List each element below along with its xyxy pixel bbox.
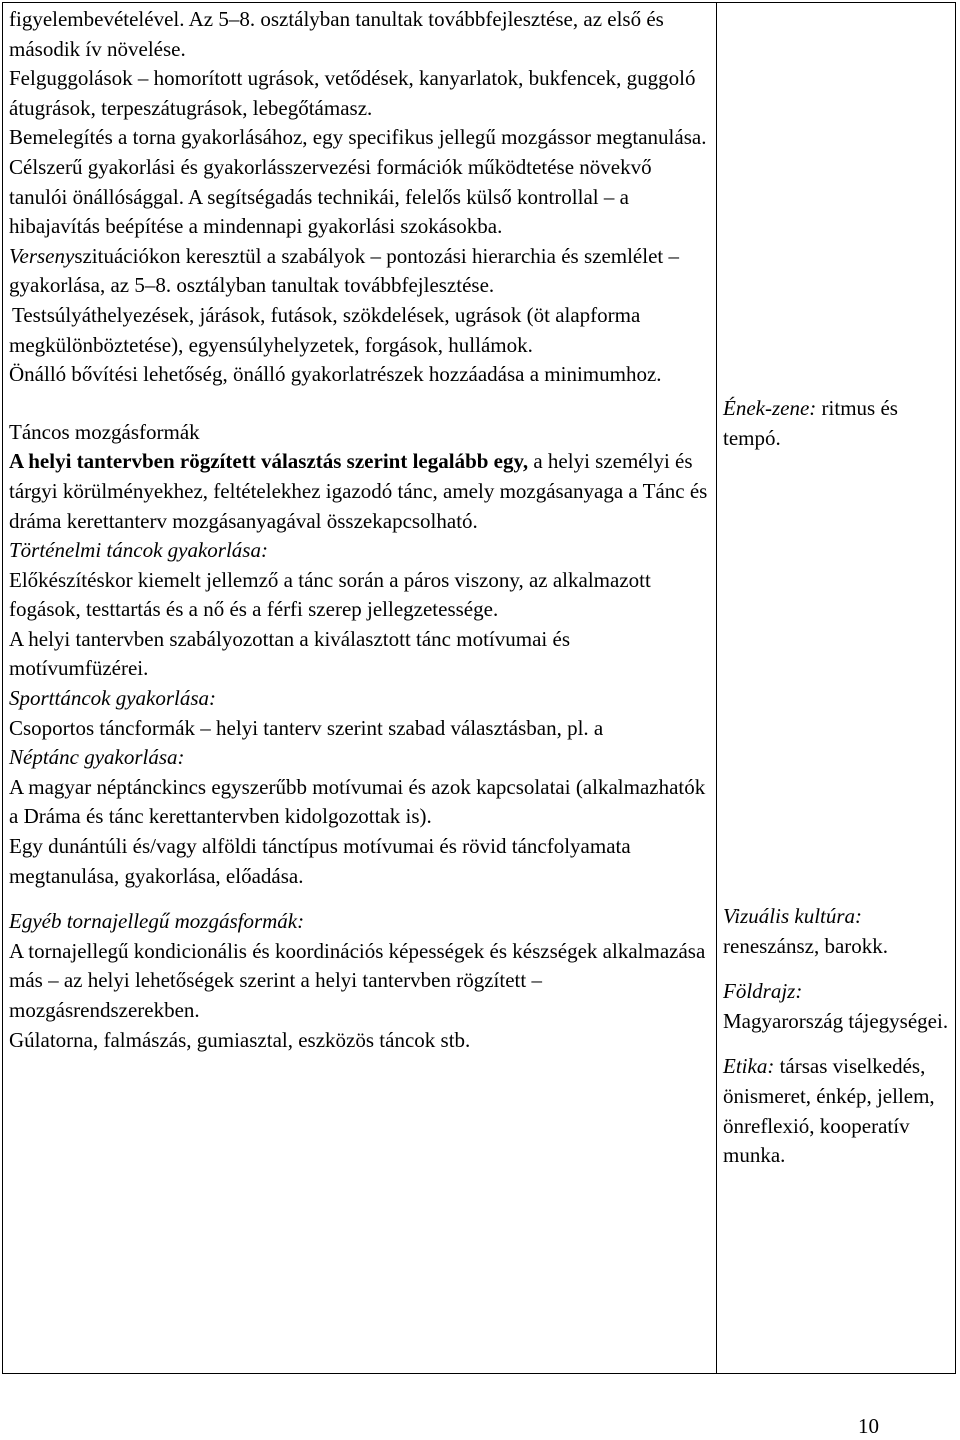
- paragraph-9-rest: a helyi személyi és tárgyi körülményekhez, feltételekhez igazodó tánc, amely mozgásanyaga a Tánc és dráma kerettanterv mozgásanyagával összekapcsolható.: [9, 449, 708, 533]
- paragraph-20: Gúlatorna, falmászás, gumiasztal, eszközös táncok stb.: [9, 1027, 471, 1052]
- foldrajz-text: Magyarország tájegységei.: [723, 1008, 949, 1033]
- enek-text: ritmus és tempó.: [723, 396, 898, 450]
- vizualis-label: Vizuális kultúra:: [723, 904, 863, 928]
- paragraph-1: figyelembevételével. Az 5–8. osztályban tanultak továbbfejlesztése, az első és második ív növelése.: [9, 7, 664, 61]
- paragraph-5: [9, 242, 711, 301]
- subheading-sporttancok: Sporttáncok gyakorlása:: [9, 686, 217, 711]
- paragraph-4: Célszerű gyakorlási és gyakorlásszervezési formációk működtetése növekvő tanulói önállósággal. A segítségadás technikái, felelős külső kontrollal – a hibajavítás beépítése a mindennapi gyakorlási szokásokba.: [9, 154, 652, 239]
- paragraph-5-rest: szituációkon keresztül a szabályok – pontozási hierarchia és szemlélet – gyakorlása, az 5–8. osztályban tanultak továbbfejlesztése.: [9, 243, 679, 298]
- paragraph-16: A magyar néptánckincs egyszerűbb motívumai és azok kapcsolatai (alkalmazhatók a Dráma és tánc kerettantervben kidolgozottak is).: [9, 774, 706, 829]
- paragraph-11: Előkészítéskor kiemelt jellemző a tánc során a páros viszony, az alkalmazott fogások, testtartás és a nő és a férfi szerep jellegzetessége.: [9, 567, 651, 622]
- paragraph-14: Csoportos táncformák – helyi tanterv szerint szabad választásban, pl. a: [9, 715, 604, 740]
- paragraph-7: Önálló bővítési lehetőség, önálló gyakorlatrészek hozzáadása a minimumhoz.: [9, 362, 662, 387]
- paragraph-2: Felguggolások – homorított ugrások, vetődések, kanyarlatok, bukfencek, guggoló átugrások, terpeszátugrások, lebegőtámasz.: [9, 66, 696, 120]
- paragraph-9: [9, 447, 711, 536]
- paragraph-17: Egy dunántúli és/vagy alföldi tánctípus motívumai és rövid táncfolyamata megtanulása, gyakorlása, előadása.: [9, 834, 631, 888]
- foldrajz-label: Földrajz:: [723, 979, 803, 1004]
- main-column: [9, 5, 711, 1055]
- side-note-enek: [723, 394, 953, 453]
- enek-label: Ének-zene:: [723, 396, 817, 420]
- subheading-egyeb: Egyéb tornajellegű mozgásformák:: [9, 909, 305, 934]
- subheading-tortenelmi: Történelmi táncok gyakorlása:: [9, 538, 268, 563]
- page-number: 10: [858, 1414, 879, 1438]
- content-table: [2, 2, 956, 1374]
- section-heading-tancos: Táncos mozgásformák: [9, 419, 200, 444]
- subheading-neptanc: Néptánc gyakorlása:: [9, 745, 185, 770]
- column-divider: [716, 3, 717, 1373]
- etika-label: Etika:: [723, 1054, 775, 1079]
- verseny-italic: Verseny: [9, 243, 75, 268]
- paragraph-12: A helyi tantervben szabályozottan a kiválasztott tánc motívumai és motívumfüzérei.: [9, 626, 570, 681]
- vizualis-text: reneszánsz, barokk.: [723, 933, 889, 958]
- side-notes-lower: [723, 902, 953, 1171]
- etika-text: társas viselkedés, önismeret, énkép, jellem, önreflexió, kooperatív munka.: [723, 1054, 935, 1168]
- paragraph-6: Testsúlyáthelyezések, járások, futások, szökdelések, ugrások (öt alapforma megkülönböztetése), egyensúlyhelyzetek, forgások, hullámok.: [9, 302, 641, 357]
- paragraph-3: Bemelegítés a torna gyakorlásához, egy specifikus jellegű mozgássor megtanulása.: [9, 125, 707, 150]
- paragraph-19: A tornajellegű kondicionális és koordinációs képességek és készségek alkalmazása más – az helyi lehetőségek szerint a helyi tantervben rögzített – mozgásrendszerekben.: [9, 938, 706, 1022]
- bold-lead: A helyi tantervben rögzített választás szerint legalább egy,: [9, 449, 529, 474]
